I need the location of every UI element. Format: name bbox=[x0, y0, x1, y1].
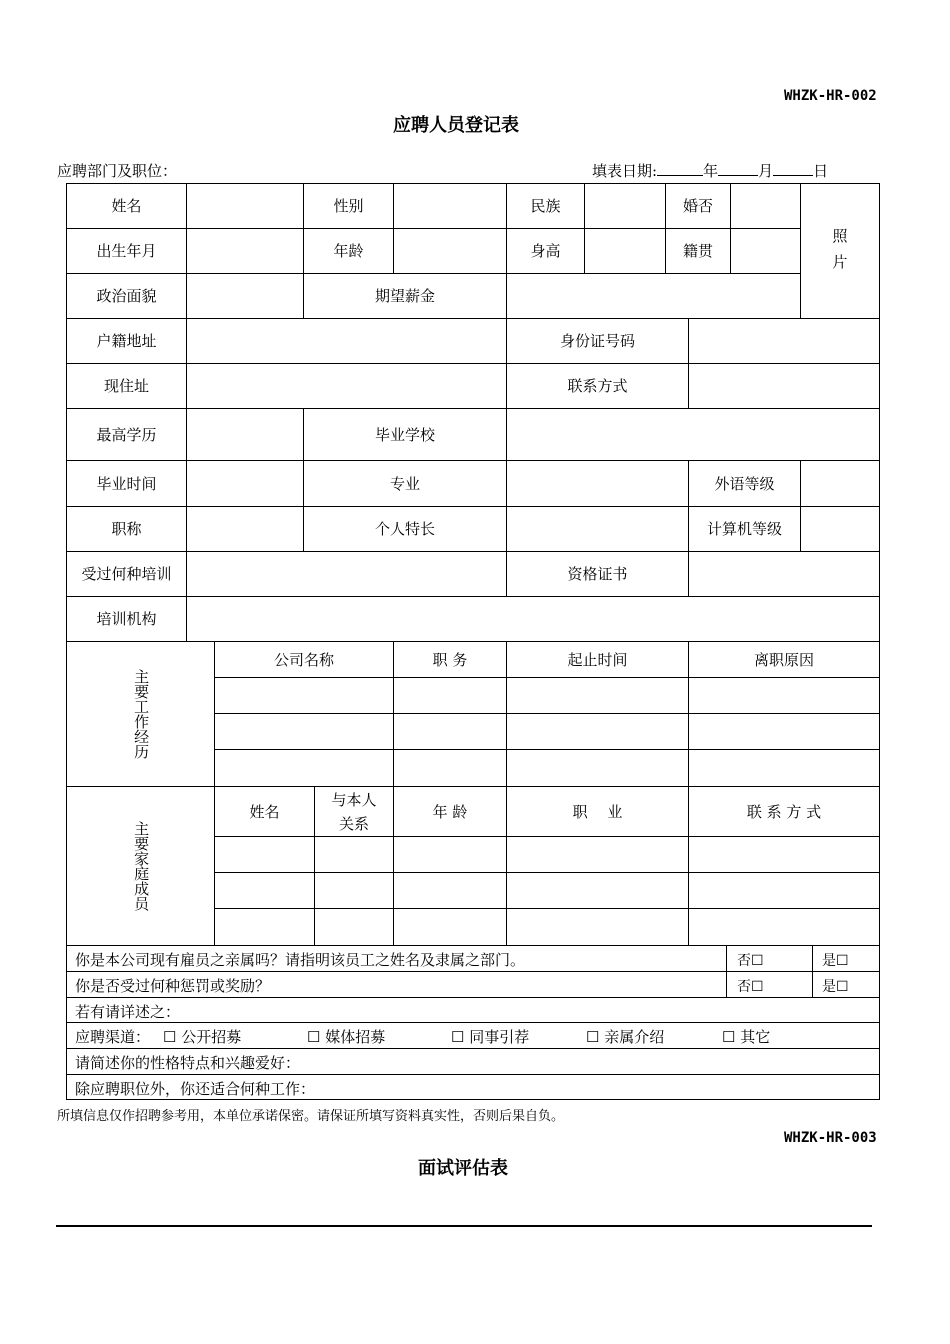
political-input[interactable] bbox=[187, 274, 303, 318]
ethnicity-input[interactable] bbox=[585, 184, 665, 228]
marital-label: 婚否 bbox=[682, 197, 713, 215]
family-header-job: 职 业 bbox=[572, 802, 623, 821]
grad-time-label: 毕业时间 bbox=[96, 474, 157, 493]
height-input[interactable] bbox=[585, 229, 665, 273]
other-job-prompt: 除应聘职位外，你还适合何种工作： bbox=[75, 1080, 316, 1098]
work-header-period: 起止时间 bbox=[567, 650, 628, 669]
detail-prompt: 若有请详述之： bbox=[75, 1003, 181, 1021]
work-experience-label: 主要工作经历 bbox=[132, 669, 151, 759]
salary-label: 期望薪金 bbox=[374, 287, 435, 305]
training-label: 受过何种培训 bbox=[81, 565, 172, 583]
ethnicity-label: 民族 bbox=[530, 197, 561, 215]
title-input[interactable] bbox=[187, 507, 303, 551]
school-input[interactable] bbox=[507, 409, 879, 460]
relative-no-checkbox[interactable]: 否☐ bbox=[737, 953, 764, 969]
work-row[interactable] bbox=[215, 678, 879, 713]
education-label: 最高学历 bbox=[96, 425, 157, 444]
family-members-section bbox=[67, 787, 214, 945]
family-row[interactable] bbox=[215, 837, 879, 872]
native-label: 籍贯 bbox=[682, 242, 713, 260]
major-input[interactable] bbox=[507, 461, 688, 506]
family-header-contact: 联 系 方 式 bbox=[746, 802, 822, 821]
work-row[interactable] bbox=[215, 750, 879, 786]
gender-label: 性别 bbox=[333, 197, 364, 215]
dept-position-label: 应聘部门及职位： bbox=[57, 162, 178, 180]
major-label: 专业 bbox=[389, 474, 420, 493]
gender-input[interactable] bbox=[394, 184, 506, 228]
contact-input[interactable] bbox=[689, 364, 879, 408]
interview-form-title: 面试评估表 bbox=[418, 1158, 508, 1179]
education-input[interactable] bbox=[187, 409, 303, 460]
name-input[interactable] bbox=[187, 184, 303, 228]
institution-label: 培训机构 bbox=[96, 610, 157, 628]
grad-time-input[interactable] bbox=[187, 461, 303, 506]
household-input[interactable] bbox=[187, 319, 506, 363]
computer-input[interactable] bbox=[801, 507, 879, 551]
birth-input[interactable] bbox=[187, 229, 303, 273]
personality-prompt: 请简述你的性格特点和兴趣爱好： bbox=[75, 1054, 301, 1072]
family-row[interactable] bbox=[215, 873, 879, 908]
form-title: 应聘人员登记表 bbox=[393, 115, 519, 136]
channel-label: 应聘渠道： bbox=[75, 1028, 151, 1046]
family-header-age: 年 龄 bbox=[432, 802, 468, 821]
address-label: 现住址 bbox=[103, 377, 149, 395]
contact-label: 联系方式 bbox=[567, 377, 628, 395]
family-members-label: 主要家庭成员 bbox=[132, 821, 151, 911]
family-row[interactable] bbox=[215, 909, 879, 945]
photo-label: 照片 bbox=[832, 227, 848, 271]
document-code-2: WHZK-HR-003 bbox=[784, 1130, 877, 1146]
school-label: 毕业学校 bbox=[374, 425, 435, 444]
channel-public-recruit[interactable]: ☐ 公开招募 bbox=[163, 1028, 242, 1046]
channel-colleague-referral[interactable]: ☐ 同事引荐 bbox=[451, 1028, 530, 1046]
name-label: 姓名 bbox=[111, 197, 142, 215]
month-label: 月 bbox=[758, 162, 774, 180]
work-row[interactable] bbox=[215, 714, 879, 749]
specialty-label: 个人特长 bbox=[374, 520, 435, 538]
id-number-label: 身份证号码 bbox=[559, 332, 635, 350]
document-code: WHZK-HR-002 bbox=[784, 88, 877, 104]
language-input[interactable] bbox=[801, 461, 879, 506]
institution-input[interactable] bbox=[187, 597, 879, 641]
certificate-input[interactable] bbox=[689, 552, 879, 596]
title-label: 职称 bbox=[111, 520, 142, 538]
address-input[interactable] bbox=[187, 364, 506, 408]
family-header-relation-text: 与本人关系 bbox=[331, 790, 377, 833]
age-input[interactable] bbox=[394, 229, 506, 273]
award-question: 你是否受过何种惩罚或奖励？ bbox=[75, 977, 271, 995]
salary-input[interactable] bbox=[507, 274, 800, 318]
work-header-company: 公司名称 bbox=[273, 650, 334, 669]
marital-input[interactable] bbox=[731, 184, 800, 228]
fill-date-label: 填表日期: bbox=[592, 162, 658, 180]
channel-relative-referral[interactable]: ☐ 亲属介绍 bbox=[586, 1028, 665, 1046]
work-header-position: 职 务 bbox=[432, 650, 468, 669]
relative-yes-checkbox[interactable]: 是☐ bbox=[822, 953, 849, 969]
specialty-input[interactable] bbox=[507, 507, 688, 551]
age-label: 年龄 bbox=[333, 242, 364, 260]
relative-question: 你是本公司现有雇员之亲属吗？请指明该员工之姓名及隶属之部门。 bbox=[75, 951, 526, 969]
award-no-checkbox[interactable]: 否☐ bbox=[737, 979, 764, 995]
channel-media-recruit[interactable]: ☐ 媒体招募 bbox=[307, 1028, 386, 1046]
household-label: 户籍地址 bbox=[96, 332, 157, 350]
family-header-name: 姓名 bbox=[249, 802, 280, 821]
language-label: 外语等级 bbox=[714, 474, 775, 493]
height-label: 身高 bbox=[530, 242, 561, 260]
training-input[interactable] bbox=[187, 552, 506, 596]
year-label: 年 bbox=[703, 162, 719, 180]
family-header-relation bbox=[315, 787, 393, 836]
certificate-label: 资格证书 bbox=[567, 565, 628, 583]
native-input[interactable] bbox=[731, 229, 800, 273]
confidentiality-note: 所填信息仅作招聘参考用，本单位承诺保密。请保证所填写资料真实性，否则后果自负。 bbox=[57, 1109, 565, 1124]
computer-label: 计算机等级 bbox=[706, 520, 782, 538]
day-label: 日 bbox=[813, 162, 829, 180]
political-label: 政治面貌 bbox=[96, 287, 157, 305]
channel-other[interactable]: ☐ 其它 bbox=[722, 1028, 771, 1046]
id-number-input[interactable] bbox=[689, 319, 879, 363]
work-header-reason: 离职原因 bbox=[753, 650, 814, 669]
work-experience-section bbox=[67, 642, 214, 786]
birth-label: 出生年月 bbox=[96, 242, 157, 260]
award-yes-checkbox[interactable]: 是☐ bbox=[822, 979, 849, 995]
photo-box[interactable] bbox=[801, 184, 879, 318]
